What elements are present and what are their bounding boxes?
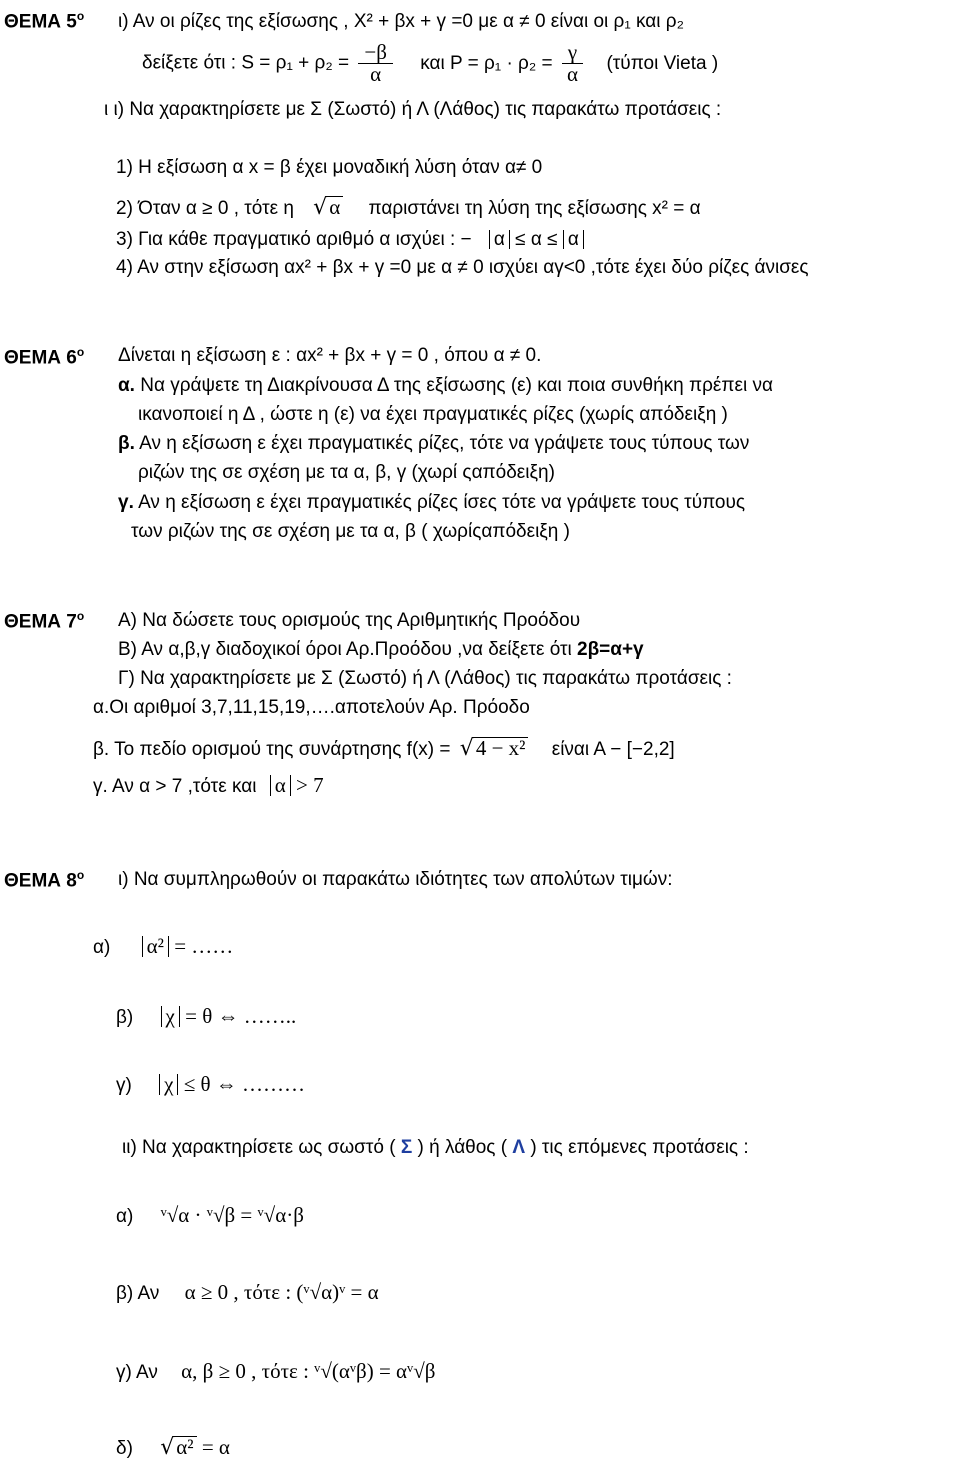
theme-6-item-c-cont: των ριζών της σε σχέση με τα α, β ( χωρίςαπόδειξη ) — [131, 521, 570, 542]
theme-6-intro: Δίνεται η εξίσωση ε : αx² + βx + γ = 0 , όπου α ≠ 0. — [118, 345, 542, 366]
property-g: γ) χ ≤ θ ⇔ ……… — [116, 1072, 306, 1096]
theme-5-part-ii: ι ι) Να χαρακτηρίσετε με Σ (Σωστό) ή Λ (Λάθος) τις παρακάτω προτάσεις : — [104, 99, 722, 120]
theme-6-item-b-cont: ριζών της σε σχέση με τα α, β, γ (χωρί ςαπόδειξη) — [138, 462, 555, 483]
theme-8-part-ii: ιι) Να χαρακτηρίσετε ως σωστό ( Σ ) ή λάθος ( Λ ) τις επόμενες προτάσεις : — [122, 1137, 749, 1158]
statement-3: 3) Για κάθε πραγματικό αριθμό α ισχύει : − α ≤ α ≤ α — [116, 230, 584, 249]
theme-7-item-b: β. Το πεδίο ορισμού της συνάρτησης f(x) = √4 − x² είναι Α − [−2,2] — [93, 736, 675, 761]
claim-g: γ) Αν α, β ≥ 0 , τότε : ᵛ√(αᵛβ) = αᵛ√β — [116, 1359, 436, 1383]
theme-7-part-A: Α) Να δώσετε τους ορισμούς της Αριθμητικής Προόδου — [118, 610, 581, 631]
theme-5-part-i: ι) Αν οι ρίζες της εξίσωσης , Χ² + βx + γ =0 με α ≠ 0 είναι οι ρ₁ και ρ₂ — [118, 11, 684, 32]
theme-6-item-b: β. Αν η εξίσωση ε έχει πραγματικές ρίζες, τότε να γράψετε τους τύπους των — [118, 433, 750, 454]
theme-6-item-a-cont: ικανοποιεί η Δ , ώστε η (ε) να έχει πραγματικές ρίζες (χωρίς απόδειξη ) — [138, 404, 728, 425]
vieta-prove-text: δείξετε ότι : S = ρ₁ + ρ₂ = — [142, 52, 350, 74]
theme-6-heading: ΘΕΜΑ $6^o$ — [4, 345, 85, 369]
sqrt-domain: √4 − x² — [460, 739, 529, 760]
theme-6-item-c: γ. Αν η εξίσωση ε έχει πραγματικές ρίζες ίσες τότε να γράψετε τους τύπους — [118, 492, 746, 513]
sqrt-alpha: √α — [313, 198, 343, 219]
vieta-label: (τύποι Vieta ) — [606, 52, 719, 74]
theme-6-item-a: α. Να γράψετε τη Διακρίνουσα Δ της εξίσωσης (ε) και ποια συνθήκη πρέπει να — [118, 375, 773, 396]
statement-4: 4) Αν στην εξίσωση αx² + βx + γ =0 με α ≠ 0 ισχύει αγ<0 ,τότε έχει δύο ρίζες άνισες — [116, 257, 809, 278]
property-b: β) χ = θ ⇔ …….. — [116, 1004, 297, 1028]
vieta-formulas — [142, 42, 718, 85]
theme-5-heading: ΘΕΜΑ $5^o$ — [4, 9, 85, 33]
sum-fraction: $\frac{-\beta}{\alpha}$ — [358, 42, 393, 85]
theme-8-part-i: ι) Να συμπληρωθούν οι παρακάτω ιδιότητες των απολύτων τιμών: — [118, 869, 673, 890]
statement-2: 2) Όταν α ≥ 0 , τότε η √α παριστάνει τη λύση της εξίσωσης x² = α — [116, 195, 701, 220]
property-a: α) α² = …… — [93, 934, 234, 958]
theme-8-heading: ΘΕΜΑ $8^o$ — [4, 868, 85, 892]
claim-a: α) ᵛ√α · ᵛ√β = ᵛ√α·β — [116, 1203, 304, 1227]
theme-7-item-g: γ. Αν α > 7 ,τότε και α > 7 — [93, 773, 324, 797]
claim-d: δ) √α² = α — [116, 1435, 230, 1460]
product-fraction: $\frac{\gamma}{\alpha}$ — [562, 42, 583, 85]
theme-7-heading: ΘΕΜΑ $7^o$ — [4, 609, 85, 633]
theme-7-part-G: Γ) Να χαρακτηρίσετε με Σ (Σωστό) ή Λ (Λάθος) τις παρακάτω προτάσεις : — [118, 668, 732, 689]
theme-7-item-a: α.Οι αριθμοί 3,7,11,15,19,….αποτελούν Αρ. Πρόοδο — [93, 697, 530, 718]
product-text: και P = ρ₁ · ρ₂ = — [420, 52, 553, 74]
sqrt-alpha-squared: √α² — [160, 1438, 196, 1459]
statement-1: 1) Η εξίσωση α x = β έχει μοναδική λύση όταν α≠ 0 — [116, 157, 543, 178]
claim-b: β) Αν α ≥ 0 , τότε : (ᵛ√α)ᵛ = α — [116, 1280, 379, 1304]
theme-7-part-B: Β) Αν α,β,γ διαδοχικοί όροι Αρ.Προόδου ,να δείξετε ότι 2β=α+γ — [118, 639, 644, 660]
